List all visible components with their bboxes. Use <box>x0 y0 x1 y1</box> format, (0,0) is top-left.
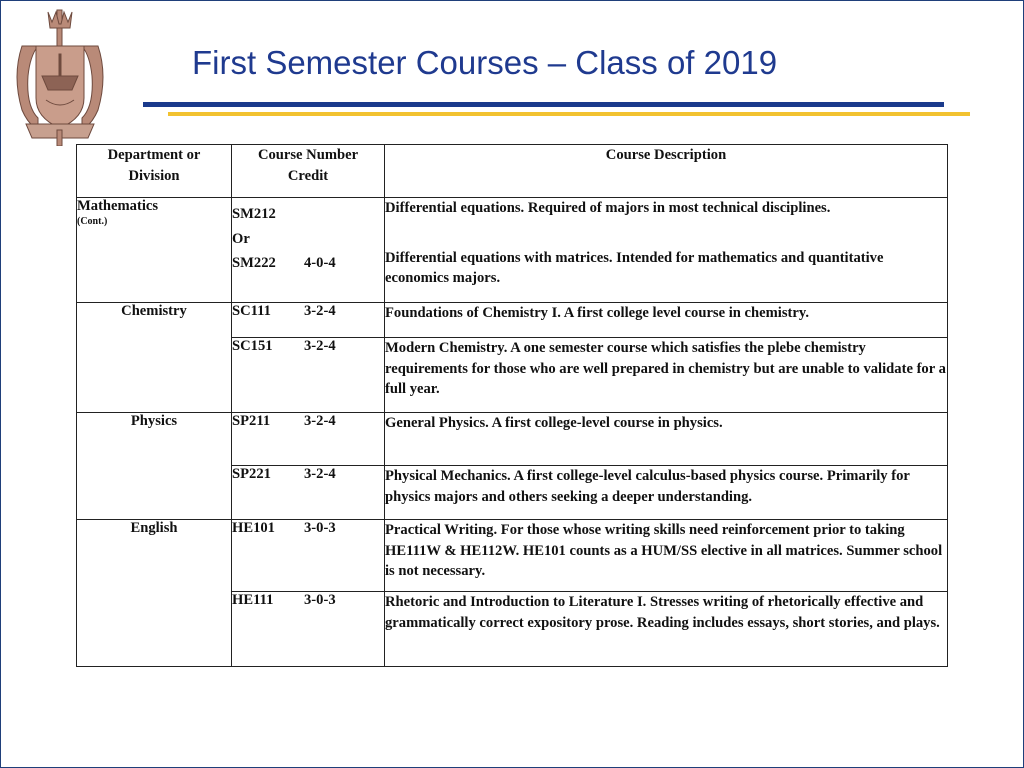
course-description: Differential equations. Required of majors in most technical disciplines. <box>385 200 831 216</box>
table-row <box>77 520 948 592</box>
course-description: Foundations of Chemistry I. A first college level course in chemistry. <box>385 303 948 338</box>
course-code: HE101 <box>232 520 275 536</box>
dept-label: Mathematics <box>77 198 159 214</box>
course-number-cell <box>232 466 385 520</box>
course-credit: 4-0-4 <box>304 255 336 271</box>
course-number-cell <box>232 338 385 413</box>
header-department-line1: Department or <box>107 147 201 163</box>
dept-english: English <box>77 520 232 667</box>
course-number-cell <box>232 592 385 667</box>
course-credit: 3-2-4 <box>304 303 336 319</box>
table-row <box>77 413 948 466</box>
course-description-cell <box>385 198 948 303</box>
dept-note: (Cont.) <box>77 216 108 227</box>
header-course-line2: Credit <box>287 168 329 184</box>
dept-mathematics <box>77 198 232 303</box>
course-number-cell <box>232 303 385 338</box>
course-description: Practical Writing. For those whose writing skills need reinforcement prior to taking HE111W & HE112W. HE101 counts as a HUM/SS elective in all matrices. Summer school is not necessary. <box>385 520 948 592</box>
course-number-cell <box>232 413 385 466</box>
course-description: General Physics. A first college-level course in physics. <box>385 413 948 466</box>
naval-academy-crest-icon <box>8 6 112 146</box>
course-description: Rhetoric and Introduction to Literature I. Stresses writing of rhetorically effective and grammatically correct expository prose. Reading includes essays, short stories, and plays. <box>385 592 948 667</box>
course-code: SC151 <box>232 338 273 354</box>
course-code: SP221 <box>232 466 271 482</box>
course-description: Modern Chemistry. A one semester course which satisfies the plebe chemistry requirements for those who are well prepared in chemistry but are unable to validate for a full year. <box>385 338 948 413</box>
title-rule-blue <box>143 102 944 107</box>
course-credit: 3-2-4 <box>304 413 336 429</box>
title-rule-gold <box>168 112 970 116</box>
header-department-line2: Division <box>128 168 180 184</box>
header-description: Course Description <box>385 145 948 198</box>
course-code: SM222 <box>232 255 276 271</box>
courses-table <box>76 144 948 667</box>
slide-title: First Semester Courses – Class of 2019 <box>192 44 778 81</box>
course-description: Physical Mechanics. A first college-level calculus-based physics course. Primarily for physics majors and others seeking a deeper understanding. <box>385 466 948 520</box>
course-credit: 3-0-3 <box>304 592 336 608</box>
course-number-cell <box>232 198 385 303</box>
header-course-line1: Course Number <box>257 147 359 163</box>
header-course <box>232 145 385 198</box>
course-code: HE111 <box>232 592 274 608</box>
table-row <box>77 303 948 338</box>
course-number-cell <box>232 520 385 592</box>
course-code: SM212 <box>232 206 276 222</box>
table-row <box>77 198 948 303</box>
course-credit: 3-0-3 <box>304 520 336 536</box>
dept-chemistry: Chemistry <box>77 303 232 413</box>
course-credit: 3-2-4 <box>304 338 336 354</box>
course-or: Or <box>232 230 250 247</box>
course-credit: 3-2-4 <box>304 466 336 482</box>
course-description: Differential equations with matrices. Intended for mathematics and quantitative economics majors. <box>385 249 884 286</box>
dept-physics: Physics <box>77 413 232 520</box>
course-code: SP211 <box>232 413 271 429</box>
course-code: SC111 <box>232 303 271 319</box>
table-header-row <box>77 145 948 198</box>
header-department <box>77 145 232 198</box>
